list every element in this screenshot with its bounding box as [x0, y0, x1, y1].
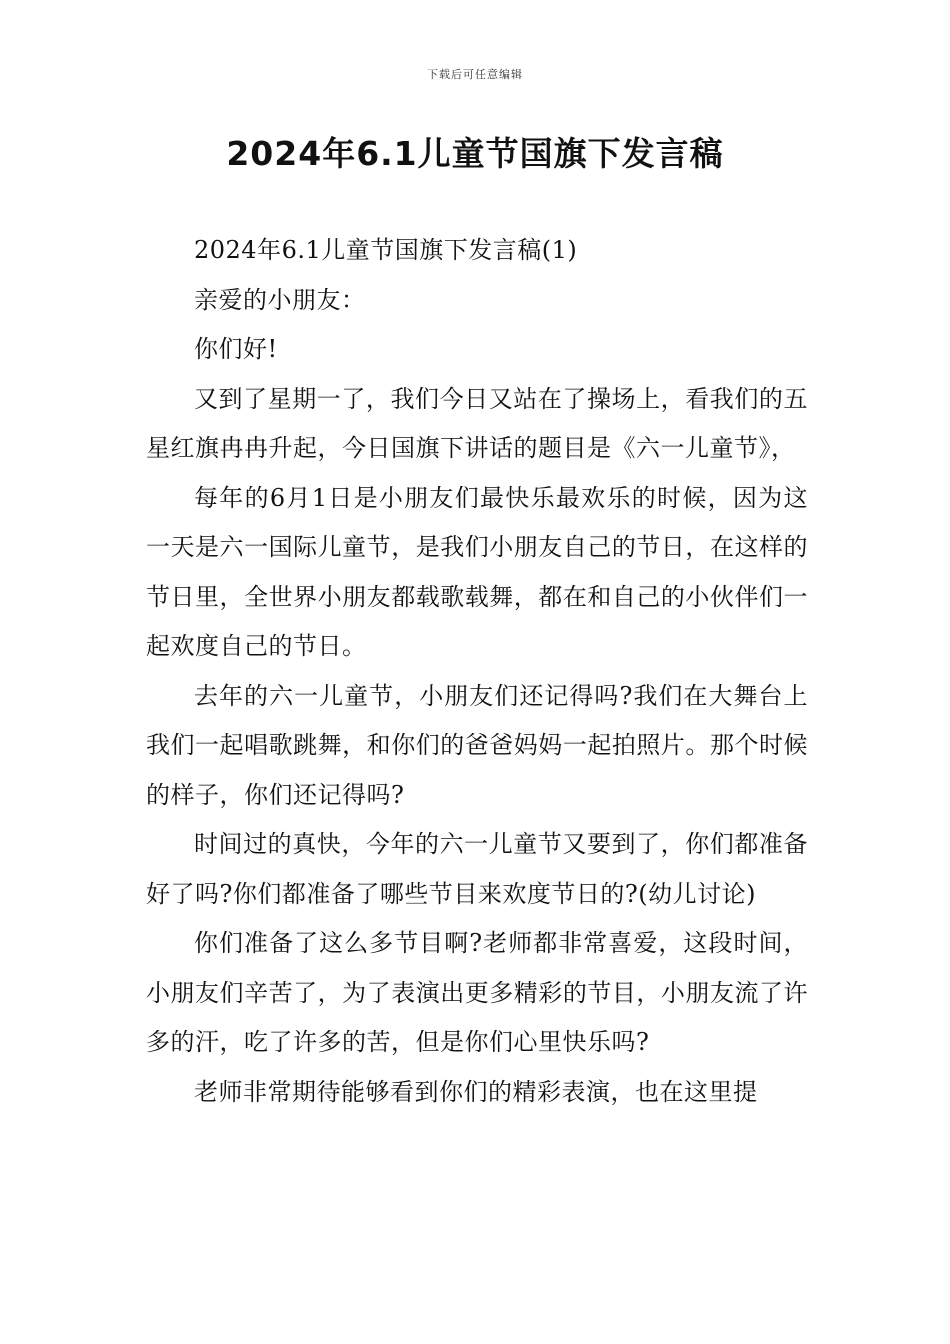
paragraph: 又到了星期一了，我们今日又站在了操场上，看我们的五星红旗冉冉升起，今日国旗下讲话的题目是《六一儿童节》， [146, 384, 808, 462]
paragraph: 时间过的真快，今年的六一儿童节又要到了，你们都准备好了吗?你们都准备了哪些节目来欢度节日的?(幼儿讨论) [146, 830, 808, 908]
document-body [146, 226, 808, 1117]
paragraph-subtitle: 2024年6.1儿童节国旗下发言稿(1) [194, 236, 578, 264]
paragraph-hello: 你们好! [194, 335, 278, 363]
paragraph: 老师非常期待能够看到你们的精彩表演，也在这里提 [194, 1077, 758, 1106]
document-title: 2024年6.1儿童节国旗下发言稿 [226, 134, 724, 173]
paragraph-greeting: 亲爱的小朋友： [194, 285, 366, 314]
paragraph: 去年的六一儿童节，小朋友们还记得吗?我们在大舞台上我们一起唱歌跳舞，和你们的爸爸妈妈一起拍照片。那个时候的样子，你们还记得吗? [146, 681, 808, 809]
paragraph: 每年的6月1日是小朋友们最快乐最欢乐的时候，因为这一天是六一国际儿童节，是我们小朋友自己的节日，在这样的节日里，全世界小朋友都载歌载舞，都在和自己的小伙伴们一起欢度自己的节日。 [146, 483, 808, 660]
header-note: 下载后可任意编辑 [427, 68, 523, 81]
paragraph: 你们准备了这么多节目啊?老师都非常喜爱，这段时间，小朋友们辛苦了，为了表演出更多精彩的节目，小朋友流了许多的汗，吃了许多的苦，但是你们心里快乐吗? [146, 929, 808, 1056]
